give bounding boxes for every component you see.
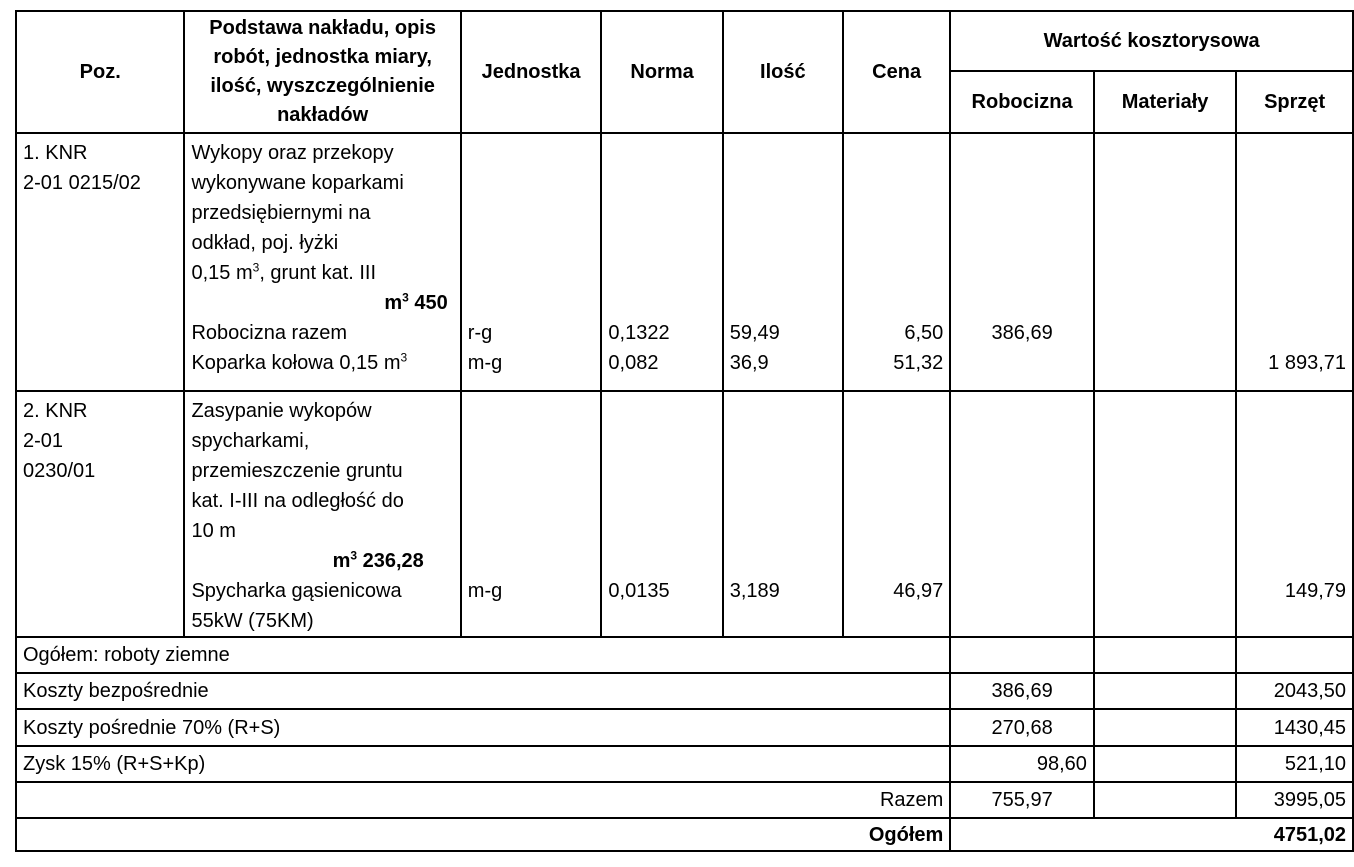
summary-label: Koszty bezpośrednie	[16, 673, 950, 709]
total-row	[16, 818, 1353, 851]
item-materialy	[1094, 133, 1236, 391]
item-unit: r-g m-g	[461, 133, 602, 391]
item-description: Zasypanie wykopów spycharkami, przemieszczenie gruntu kat. I-III na odległość do 10 m $m^3$ 236,28 Spycharka gąsienicowa 55kW (75KM)	[184, 391, 460, 637]
header-podstawa: Podstawa nakładu, opis robót, jednostka miary, ilość, wyszczególnienie nakładów	[184, 11, 460, 133]
item-poz: 2. KNR 2-01 0230/01	[16, 391, 184, 637]
summary-sprzet: 3995,05	[1236, 782, 1353, 818]
summary-robocizna: 98,60	[950, 746, 1094, 782]
header-norma: Norma	[601, 11, 722, 133]
nakład-name: 55kW (75KM)	[191, 610, 314, 632]
summary-row	[16, 782, 1353, 818]
header-cena: Cena	[843, 11, 950, 133]
header-ilosc: Ilość	[723, 11, 843, 133]
summary-label: Koszty pośrednie 70% (R+S)	[16, 709, 950, 746]
summary-label: Zysk 15% (R+S+Kp)	[16, 746, 950, 782]
summary-robocizna: 755,97	[950, 782, 1094, 818]
header-sprzet: Sprzęt	[1236, 71, 1353, 133]
summary-materialy	[1094, 637, 1236, 673]
table-row	[16, 133, 1353, 391]
item-quantity: $m^3$ 236,28	[332, 548, 424, 572]
header-jednostka: Jednostka	[461, 11, 602, 133]
item-description: Wykopy oraz przekopy wykonywane koparkami przedsiębiernymi na odkład, poj. łyżki 0,15 $m^3$, grunt kat. III $m^3$ 450 Robocizna razem Koparka kołowa 0,15 $m^3$	[184, 133, 460, 391]
summary-materialy	[1094, 782, 1236, 818]
item-ilosc: 3,189	[723, 391, 843, 637]
item-sprzet: 149,79	[1236, 391, 1353, 637]
summary-sprzet: 521,10	[1236, 746, 1353, 782]
item-robocizna: 386,69	[950, 133, 1094, 391]
item-ilosc: 59,49 36,9	[723, 133, 843, 391]
summary-row	[16, 673, 1353, 709]
table-row	[16, 391, 1353, 637]
item-norma: 0,0135	[601, 391, 722, 637]
summary-robocizna	[950, 637, 1094, 673]
summary-materialy	[1094, 673, 1236, 709]
nakład-name: Koparka kołowa 0,15 $m^3$	[191, 350, 408, 374]
summary-row	[16, 637, 1353, 673]
header-wartosc: Wartość kosztorysowa	[950, 11, 1353, 71]
nakład-name: Spycharka gąsienicowa	[191, 580, 402, 602]
total-label: Ogółem	[16, 818, 950, 851]
item-robocizna	[950, 391, 1094, 637]
header-materialy: Materiały	[1094, 71, 1236, 133]
item-quantity: $m^3$ 450	[384, 290, 448, 314]
item-sprzet: 1 893,71	[1236, 133, 1353, 391]
nakład-name: Robocizna razem	[191, 322, 348, 344]
summary-sprzet: 1430,45	[1236, 709, 1353, 746]
item-cena: 6,50 51,32	[843, 133, 950, 391]
summary-label: Ogółem: roboty ziemne	[16, 637, 950, 673]
summary-row	[16, 709, 1353, 746]
summary-row	[16, 746, 1353, 782]
item-materialy	[1094, 391, 1236, 637]
item-unit: m-g	[461, 391, 602, 637]
summary-label: Razem	[16, 782, 950, 818]
summary-robocizna: 386,69	[950, 673, 1094, 709]
summary-sprzet: 2043,50	[1236, 673, 1353, 709]
item-poz: 1. KNR 2-01 0215/02	[16, 133, 184, 391]
cost-estimate-table	[15, 10, 1354, 852]
total-value: 4751,02	[950, 818, 1353, 851]
summary-materialy	[1094, 709, 1236, 746]
item-cena: 46,97	[843, 391, 950, 637]
header-robocizna: Robocizna	[950, 71, 1094, 133]
summary-sprzet	[1236, 637, 1353, 673]
item-norma: 0,1322 0,082	[601, 133, 722, 391]
summary-materialy	[1094, 746, 1236, 782]
summary-robocizna: 270,68	[950, 709, 1094, 746]
header-poz: Poz.	[16, 11, 184, 133]
